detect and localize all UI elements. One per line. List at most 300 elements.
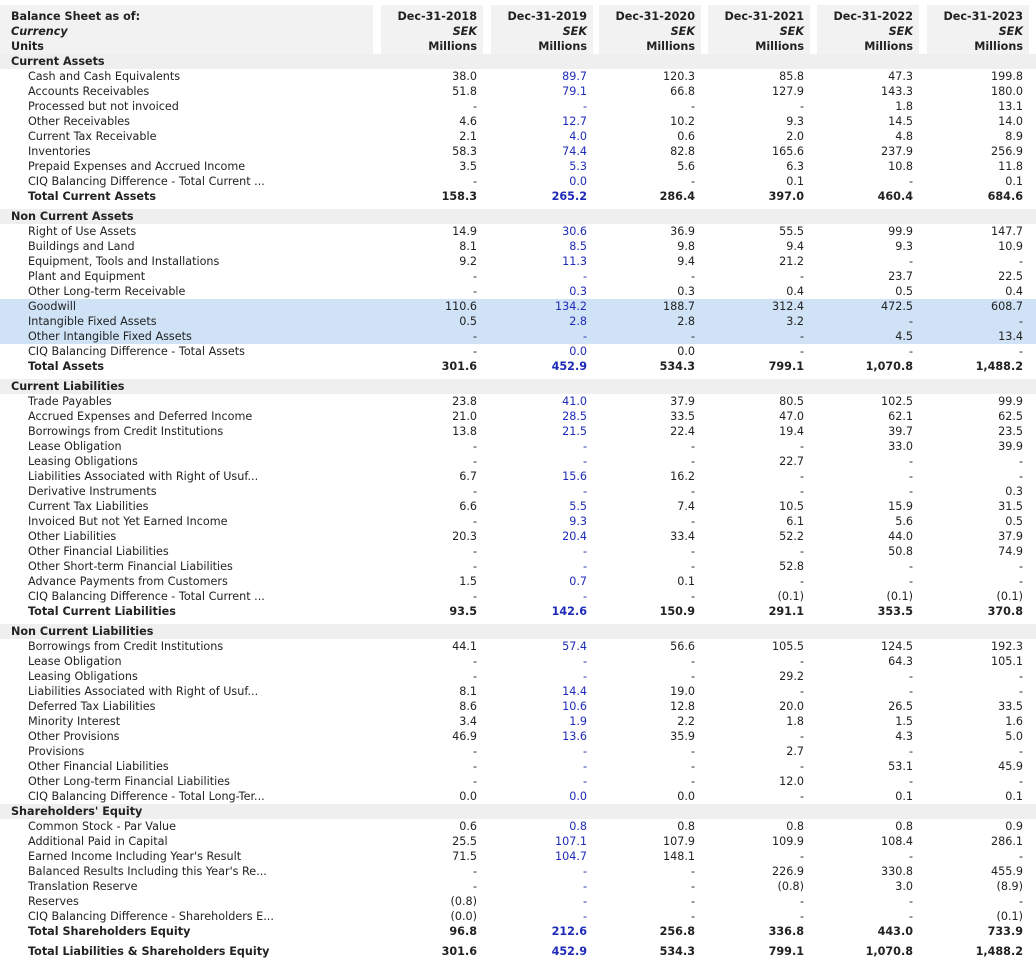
cell-value: 150.9 <box>659 605 695 618</box>
table-row <box>0 69 1036 84</box>
cell-value: 9.4 <box>786 240 804 253</box>
row-label: Earned Income Including Year's Result <box>28 850 242 863</box>
cell-value[interactable]: 2.8 <box>569 315 587 328</box>
cell-value: 13.8 <box>452 425 477 438</box>
row-label: Reserves <box>28 895 79 908</box>
cell-value: 33.4 <box>670 530 695 543</box>
cell-value: - <box>690 865 695 878</box>
cell-value: - <box>472 270 477 283</box>
cell-value: - <box>799 790 804 803</box>
cell-value: - <box>472 330 477 343</box>
table-row <box>0 409 1036 424</box>
cell-value[interactable]: 0.7 <box>569 575 587 588</box>
cell-value: 20.0 <box>779 700 804 713</box>
table-row <box>0 174 1036 189</box>
cell-value: - <box>582 775 587 788</box>
row-label: Lease Obligation <box>28 655 122 668</box>
cell-value: 12.8 <box>670 700 695 713</box>
cell-value: 1.8 <box>786 715 804 728</box>
cell-value: - <box>1018 775 1023 788</box>
cell-value: 148.1 <box>662 850 695 863</box>
row-label: CIQ Balancing Difference - Total Current ... <box>28 590 265 603</box>
column-currency: SEK <box>998 25 1023 38</box>
table-row <box>0 424 1036 439</box>
column-header-0 <box>368 5 477 54</box>
cell-value: - <box>908 175 913 188</box>
cell-value: 5.6 <box>677 160 695 173</box>
cell-value: - <box>472 175 477 188</box>
cell-value: - <box>690 880 695 893</box>
table-row <box>0 84 1036 99</box>
table-row <box>0 284 1036 299</box>
cell-value: 0.3 <box>677 285 695 298</box>
cell-value: 5.6 <box>895 515 913 528</box>
cell-value: - <box>690 670 695 683</box>
row-label: Derivative Instruments <box>28 485 157 498</box>
cell-value: (0.8) <box>777 880 804 893</box>
total-row <box>0 944 1036 959</box>
column-units: Millions <box>428 40 477 53</box>
cell-value: 3.2 <box>786 315 804 328</box>
column-header-3 <box>695 5 804 54</box>
cell-value: - <box>582 670 587 683</box>
table-row <box>0 669 1036 684</box>
row-label: Common Stock - Par Value <box>28 820 177 833</box>
cell-value: 47.3 <box>888 70 913 83</box>
cell-value: 534.3 <box>659 945 695 958</box>
cell-value: 45.9 <box>998 760 1023 773</box>
cell-value: 799.1 <box>768 360 804 373</box>
cell-value: 23.7 <box>888 270 913 283</box>
cell-value: 74.9 <box>998 545 1023 558</box>
cell-value: - <box>582 440 587 453</box>
cell-value: - <box>472 485 477 498</box>
cell-value[interactable]: 12.7 <box>562 115 587 128</box>
cell-value: 110.6 <box>444 300 477 313</box>
cell-value: 36.9 <box>670 225 695 238</box>
cell-value: (0.1) <box>886 590 913 603</box>
table-row <box>0 114 1036 129</box>
cell-value[interactable]: 142.6 <box>551 605 587 618</box>
cell-value: 608.7 <box>990 300 1023 313</box>
cell-value: 799.1 <box>768 945 804 958</box>
cell-value: - <box>472 775 477 788</box>
cell-value: 3.5 <box>459 160 477 173</box>
cell-value: 0.1 <box>677 575 695 588</box>
cell-value: - <box>472 560 477 573</box>
cell-value: 6.3 <box>786 160 804 173</box>
cell-value: - <box>908 745 913 758</box>
row-label: Equipment, Tools and Installations <box>28 255 220 268</box>
table-row <box>0 909 1036 924</box>
cell-value: - <box>799 100 804 113</box>
row-label: Inventories <box>28 145 91 158</box>
cell-value[interactable]: 0.8 <box>569 820 587 833</box>
table-row <box>0 834 1036 849</box>
table-row <box>0 894 1036 909</box>
cell-value: 0.1 <box>786 175 804 188</box>
row-label: Balanced Results Including this Year's Re... <box>28 865 267 878</box>
cell-value: - <box>690 760 695 773</box>
table-row <box>0 559 1036 574</box>
cell-value: - <box>799 730 804 743</box>
cell-value: - <box>690 100 695 113</box>
cell-value: - <box>1018 455 1023 468</box>
cell-value[interactable]: 15.6 <box>562 470 587 483</box>
cell-value: - <box>1018 470 1023 483</box>
table-row <box>0 744 1036 759</box>
table-row <box>0 864 1036 879</box>
cell-value: - <box>690 270 695 283</box>
cell-value: - <box>690 455 695 468</box>
cell-value: 10.9 <box>998 240 1023 253</box>
cell-value: 370.8 <box>987 605 1023 618</box>
column-header-4 <box>804 5 913 54</box>
total-row <box>0 924 1036 939</box>
cell-value: 9.3 <box>895 240 913 253</box>
table-row <box>0 254 1036 269</box>
cell-value[interactable]: 0.0 <box>569 790 587 803</box>
cell-value: 127.9 <box>771 85 804 98</box>
cell-value: - <box>582 895 587 908</box>
table-row <box>0 454 1036 469</box>
cell-value: 192.3 <box>990 640 1023 653</box>
cell-value[interactable]: 1.9 <box>569 715 587 728</box>
row-label: Total Current Assets <box>28 190 157 203</box>
cell-value: 256.8 <box>659 925 695 938</box>
cell-value: - <box>799 910 804 923</box>
cell-value: 336.8 <box>768 925 804 938</box>
cell-value: - <box>472 880 477 893</box>
cell-value: 10.2 <box>670 115 695 128</box>
row-label: Accounts Receivables <box>28 85 150 98</box>
cell-value: 14.9 <box>452 225 477 238</box>
cell-value: 6.7 <box>459 470 477 483</box>
cell-value[interactable]: 89.7 <box>562 70 587 83</box>
cell-value: 33.0 <box>888 440 913 453</box>
cell-value: 9.3 <box>786 115 804 128</box>
cell-value[interactable]: 5.5 <box>569 500 587 513</box>
table-header <box>0 5 1036 57</box>
cell-value: 64.3 <box>888 655 913 668</box>
cell-value: - <box>582 745 587 758</box>
cell-value: 22.7 <box>779 455 804 468</box>
cell-value[interactable]: 41.0 <box>562 395 587 408</box>
row-label: Prepaid Expenses and Accrued Income <box>28 160 246 173</box>
cell-value: 58.3 <box>452 145 477 158</box>
cell-value: - <box>582 485 587 498</box>
cell-value: - <box>690 590 695 603</box>
cell-value: 2.2 <box>677 715 695 728</box>
cell-value: - <box>472 745 477 758</box>
cell-value: 4.6 <box>459 115 477 128</box>
row-label: Invoiced But not Yet Earned Income <box>28 515 228 528</box>
cell-value: 330.8 <box>880 865 913 878</box>
cell-value: - <box>908 470 913 483</box>
column-currency: SEK <box>670 25 695 38</box>
cell-value: 291.1 <box>768 605 804 618</box>
row-label: Lease Obligation <box>28 440 122 453</box>
cell-value[interactable]: 11.3 <box>562 255 587 268</box>
cell-value[interactable]: 57.4 <box>562 640 587 653</box>
cell-value: 6.1 <box>786 515 804 528</box>
row-label: Advance Payments from Customers <box>28 575 228 588</box>
table-row <box>0 314 1036 329</box>
column-currency: SEK <box>562 25 587 38</box>
cell-value: - <box>908 485 913 498</box>
cell-value: 199.8 <box>990 70 1023 83</box>
cell-value: - <box>799 330 804 343</box>
cell-value: - <box>1018 685 1023 698</box>
section-header <box>0 379 1036 394</box>
cell-value: 286.1 <box>990 835 1023 848</box>
column-date: Dec-31-2021 <box>724 10 804 23</box>
cell-value: 37.9 <box>670 395 695 408</box>
cell-value: - <box>690 440 695 453</box>
cell-value: 0.1 <box>895 790 913 803</box>
cell-value: 4.8 <box>895 130 913 143</box>
row-label: Buildings and Land <box>28 240 135 253</box>
cell-value: - <box>908 315 913 328</box>
cell-value: 85.8 <box>779 70 804 83</box>
cell-value[interactable]: 79.1 <box>562 85 587 98</box>
cell-value: 1.5 <box>459 575 477 588</box>
cell-value: 62.1 <box>888 410 913 423</box>
cell-value: 22.5 <box>998 270 1023 283</box>
cell-value: 4.3 <box>895 730 913 743</box>
cell-value: - <box>582 455 587 468</box>
table-row <box>0 789 1036 804</box>
table-row <box>0 639 1036 654</box>
column-currency: SEK <box>888 25 913 38</box>
cell-value: - <box>472 655 477 668</box>
cell-value: - <box>799 575 804 588</box>
cell-value: 108.4 <box>880 835 913 848</box>
cell-value: - <box>799 345 804 358</box>
cell-value: 158.3 <box>441 190 477 203</box>
cell-value: - <box>908 850 913 863</box>
cell-value[interactable]: 134.2 <box>554 300 587 313</box>
cell-value: 102.5 <box>880 395 913 408</box>
cell-value: - <box>1018 560 1023 573</box>
cell-value[interactable]: 107.1 <box>554 835 587 848</box>
cell-value: - <box>472 515 477 528</box>
cell-value: 188.7 <box>662 300 695 313</box>
section-header <box>0 804 1036 819</box>
row-label: Current Liabilities <box>11 380 125 393</box>
row-label: Plant and Equipment <box>28 270 146 283</box>
cell-value: 51.8 <box>452 85 477 98</box>
cell-value: 353.5 <box>877 605 913 618</box>
cell-value: 0.6 <box>459 820 477 833</box>
row-label: Other Receivables <box>28 115 131 128</box>
cell-value[interactable]: 4.0 <box>569 130 587 143</box>
cell-value: - <box>472 590 477 603</box>
cell-value: - <box>472 285 477 298</box>
column-date: Dec-31-2018 <box>397 10 477 23</box>
cell-value: - <box>690 330 695 343</box>
cell-value: - <box>1018 315 1023 328</box>
cell-value: 20.3 <box>452 530 477 543</box>
cell-value: - <box>1018 850 1023 863</box>
table-row <box>0 544 1036 559</box>
row-label: Provisions <box>28 745 85 758</box>
cell-value: 460.4 <box>877 190 913 203</box>
cell-value: 0.5 <box>895 285 913 298</box>
row-label: Liabilities Associated with Right of Usuf... <box>28 685 259 698</box>
cell-value: 180.0 <box>990 85 1023 98</box>
cell-value: - <box>472 760 477 773</box>
cell-value: 5.0 <box>1005 730 1023 743</box>
cell-value[interactable]: 212.6 <box>551 925 587 938</box>
table-row <box>0 224 1036 239</box>
table-row <box>0 344 1036 359</box>
row-label: Shareholders' Equity <box>11 805 143 818</box>
cell-value: 1.5 <box>895 715 913 728</box>
cell-value: 0.3 <box>1005 485 1023 498</box>
cell-value: - <box>1018 255 1023 268</box>
cell-value: 0.4 <box>1005 285 1023 298</box>
row-label: Current Tax Liabilities <box>28 500 149 513</box>
row-label: Current Assets <box>11 55 105 68</box>
cell-value: - <box>472 545 477 558</box>
cell-value: - <box>690 895 695 908</box>
cell-value[interactable]: 0.3 <box>569 285 587 298</box>
cell-value: 147.7 <box>990 225 1023 238</box>
header-label-currency: Currency <box>11 25 68 38</box>
cell-value: - <box>908 455 913 468</box>
cell-value: 37.9 <box>998 530 1023 543</box>
cell-value: 1.8 <box>895 100 913 113</box>
column-date: Dec-31-2020 <box>615 10 695 23</box>
cell-value: 21.0 <box>452 410 477 423</box>
table-row <box>0 484 1036 499</box>
table-row <box>0 654 1036 669</box>
table-row <box>0 269 1036 284</box>
cell-value: 8.1 <box>459 685 477 698</box>
cell-value: 0.5 <box>1005 515 1023 528</box>
table-row <box>0 589 1036 604</box>
cell-value: 35.9 <box>670 730 695 743</box>
row-label: Total Liabilities & Shareholders Equity <box>28 945 270 958</box>
row-label: Borrowings from Credit Institutions <box>28 425 224 438</box>
cell-value: - <box>472 345 477 358</box>
cell-value: 99.9 <box>888 225 913 238</box>
row-label: Intangible Fixed Assets <box>28 315 157 328</box>
cell-value: 93.5 <box>449 605 477 618</box>
cell-value[interactable]: 452.9 <box>551 360 587 373</box>
cell-value: 9.2 <box>459 255 477 268</box>
cell-value: 0.8 <box>677 820 695 833</box>
row-label: Cash and Cash Equivalents <box>28 70 181 83</box>
section-header <box>0 54 1036 69</box>
cell-value: 684.6 <box>987 190 1023 203</box>
row-label: Non Current Assets <box>11 210 134 223</box>
cell-value: - <box>908 255 913 268</box>
cell-value: 256.9 <box>990 145 1023 158</box>
cell-value: 0.5 <box>459 315 477 328</box>
cell-value: - <box>908 345 913 358</box>
cell-value: (8.9) <box>996 880 1023 893</box>
cell-value[interactable]: 30.6 <box>562 225 587 238</box>
row-label: Other Long-term Receivable <box>28 285 186 298</box>
cell-value: - <box>908 685 913 698</box>
cell-value: - <box>908 560 913 573</box>
cell-value: 1,488.2 <box>975 945 1023 958</box>
cell-value: 33.5 <box>998 700 1023 713</box>
cell-value: 286.4 <box>659 190 695 203</box>
cell-value: (0.1) <box>777 590 804 603</box>
cell-value[interactable]: 74.4 <box>562 145 587 158</box>
cell-value: 99.9 <box>998 395 1023 408</box>
row-label: Total Assets <box>28 360 105 373</box>
cell-value[interactable]: 104.7 <box>554 850 587 863</box>
cell-value: 14.5 <box>888 115 913 128</box>
cell-value[interactable]: 5.3 <box>569 160 587 173</box>
row-label: Current Tax Receivable <box>28 130 157 143</box>
cell-value: - <box>908 575 913 588</box>
row-label: Leasing Obligations <box>28 670 138 683</box>
cell-value[interactable]: 0.0 <box>569 345 587 358</box>
cell-value[interactable]: 10.6 <box>562 700 587 713</box>
cell-value[interactable]: 13.6 <box>562 730 587 743</box>
cell-value: - <box>799 270 804 283</box>
table-row <box>0 699 1036 714</box>
cell-value: 50.8 <box>888 545 913 558</box>
cell-value: - <box>472 100 477 113</box>
cell-value: 22.4 <box>670 425 695 438</box>
cell-value: 7.4 <box>677 500 695 513</box>
column-units: Millions <box>864 40 913 53</box>
cell-value: 23.8 <box>452 395 477 408</box>
row-label: Other Short-term Financial Liabilities <box>28 560 233 573</box>
cell-value: 165.6 <box>771 145 804 158</box>
cell-value[interactable]: 8.5 <box>569 240 587 253</box>
cell-value: - <box>908 670 913 683</box>
cell-value[interactable]: 28.5 <box>562 410 587 423</box>
cell-value[interactable]: 20.4 <box>562 530 587 543</box>
table-row <box>0 144 1036 159</box>
cell-value: 16.2 <box>670 470 695 483</box>
cell-value: 2.8 <box>677 315 695 328</box>
cell-value: 52.2 <box>779 530 804 543</box>
cell-value: 19.4 <box>779 425 804 438</box>
table-row <box>0 514 1036 529</box>
column-date: Dec-31-2019 <box>507 10 587 23</box>
cell-value: - <box>582 270 587 283</box>
cell-value: 124.5 <box>880 640 913 653</box>
column-header-5 <box>914 5 1023 54</box>
cell-value: - <box>908 895 913 908</box>
cell-value: 3.0 <box>895 880 913 893</box>
header-label-units: Units <box>11 40 44 53</box>
cell-value[interactable]: 265.2 <box>551 190 587 203</box>
cell-value[interactable]: 452.9 <box>551 945 587 958</box>
cell-value[interactable]: 0.0 <box>569 175 587 188</box>
cell-value: 2.1 <box>459 130 477 143</box>
cell-value: 53.1 <box>888 760 913 773</box>
cell-value: 1,488.2 <box>975 360 1023 373</box>
cell-value[interactable]: 21.5 <box>562 425 587 438</box>
cell-value: (0.0) <box>450 910 477 923</box>
cell-value: 6.6 <box>459 500 477 513</box>
table-row <box>0 529 1036 544</box>
cell-value[interactable]: 9.3 <box>569 515 587 528</box>
cell-value: - <box>472 670 477 683</box>
row-label: CIQ Balancing Difference - Total Current ... <box>28 175 265 188</box>
cell-value[interactable]: 14.4 <box>562 685 587 698</box>
table-row <box>0 684 1036 699</box>
